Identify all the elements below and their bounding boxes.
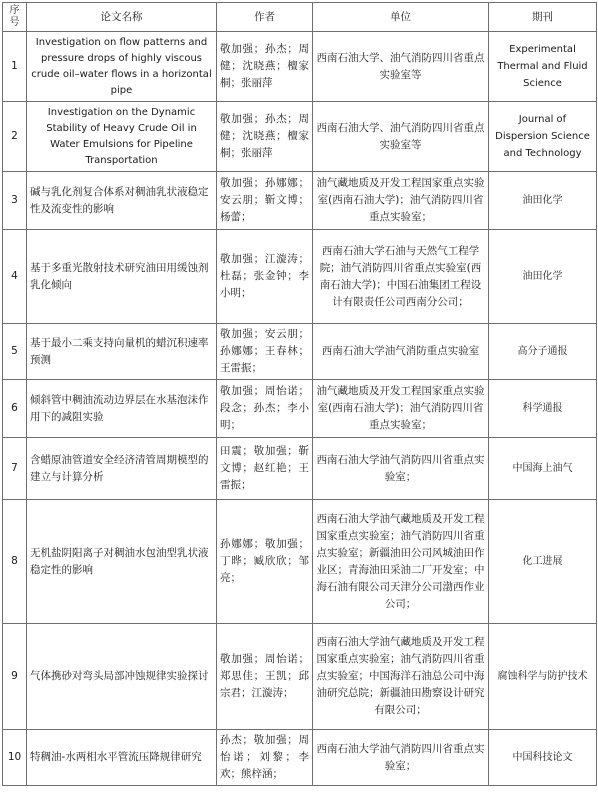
row-title: 无机盐阴阳离子对稠油水包油型乳状液稳定性的影响 (27, 500, 217, 624)
row-authors: 敬加强；江漩涛；杜磊；张金钟；李小明； (217, 230, 313, 324)
row-authors: 敬加强；孙杰；周健；沈晓燕；檀家桐；张丽萍 (217, 32, 313, 102)
header-authors: 作者 (217, 3, 313, 32)
row-num: 4 (3, 230, 27, 324)
table-header (3, 3, 597, 32)
row-num: 9 (3, 624, 27, 730)
row-journal: 中国科技论文 (489, 730, 597, 786)
header-row (3, 3, 597, 32)
row-title: 基于多重光散射技术研究油田用缓蚀剂乳化倾向 (27, 230, 217, 324)
row-num: 5 (3, 324, 27, 380)
row-journal: 油田化学 (489, 230, 597, 324)
row-unit: 西南石油大学、油气消防四川省重点实验室等 (313, 102, 489, 172)
row-authors: 田震；敬加强；靳文博；赵红艳；王雷振； (217, 438, 313, 500)
row-title: 倾斜管中稠油流动边界层在水基泡沫作用下的减阻实验 (27, 380, 217, 438)
table-row (3, 380, 597, 438)
row-unit: 西南石油大学油气消防重点实验室 (313, 324, 489, 380)
table-body (3, 32, 597, 786)
row-authors: 孙娜娜；敬加强；丁晔；臧欣欣；邹亮； (217, 500, 313, 624)
row-journal: Experimental Thermal and Fluid Science (489, 32, 597, 102)
table-row (3, 102, 597, 172)
table-row (3, 624, 597, 730)
row-title: Investigation on the Dynamic Stability of Heavy Crude Oil in Water Emulsions for Pipeline Transportation (27, 102, 217, 172)
row-journal: 科学通报 (489, 380, 597, 438)
row-unit: 西南石油大学油气消防四川省重点实验室； (313, 438, 489, 500)
row-title: 碱与乳化剂复合体系对稠油乳状液稳定性及流变性的影响 (27, 172, 217, 230)
row-authors: 孙杰；敬加强；周怡诺；刘黎；李欢；熊梓涵； (217, 730, 313, 786)
row-unit: 西南石油大学油气消防四川省重点实验室； (313, 730, 489, 786)
table-row (3, 438, 597, 500)
row-journal: 油田化学 (489, 172, 597, 230)
table-row (3, 730, 597, 786)
row-num: 8 (3, 500, 27, 624)
row-unit: 西南石油大学油气藏地质及开发工程国家重点实验室；油气消防四川省重点实验室；中国海洋石油总公司中海油研究总院；新疆油田勘察设计研究有限公司； (313, 624, 489, 730)
table-row (3, 172, 597, 230)
row-journal: 高分子通报 (489, 324, 597, 380)
row-title: 气体携砂对弯头局部冲蚀规律实验探讨 (27, 624, 217, 730)
row-num: 6 (3, 380, 27, 438)
row-num: 7 (3, 438, 27, 500)
row-unit: 油气藏地质及开发工程国家重点实验室(西南石油大学)；油气消防四川省重点实验室； (313, 380, 489, 438)
row-unit: 西南石油大学石油与天然气工程学院；油气消防四川省重点实验室(西南石油大学)；中国石油集团工程设计有限责任公司西南分公司； (313, 230, 489, 324)
header-journal: 期刊 (489, 3, 597, 32)
row-unit: 西南石油大学油气藏地质及开发工程国家重点实验室；油气消防四川省重点实验室；新疆油田公司风城油田作业区；青海油田采油二厂开发室；中海石油有限公司天津分公司渤西作业公司； (313, 500, 489, 624)
header-unit: 单位 (313, 3, 489, 32)
row-num: 2 (3, 102, 27, 172)
header-title: 论文名称 (27, 3, 217, 32)
row-unit: 西南石油大学、油气消防四川省重点实验室等 (313, 32, 489, 102)
row-title: 基于最小二乘支持向量机的蜡沉积速率预测 (27, 324, 217, 380)
papers-table (2, 2, 597, 786)
row-journal: 腐蚀科学与防护技术 (489, 624, 597, 730)
row-authors: 敬加强；安云朋；孙娜娜；王春林；王雷振； (217, 324, 313, 380)
row-authors: 敬加强；周怡诺；段念；孙杰；李小明； (217, 380, 313, 438)
row-title: Investigation on flow patterns and pressure drops of highly viscous crude oil–water flows in a horizontal pipe (27, 32, 217, 102)
table-row (3, 324, 597, 380)
row-num: 1 (3, 32, 27, 102)
table-row (3, 500, 597, 624)
row-authors: 敬加强；孙杰；周健；沈晓燕；檀家桐；张丽萍 (217, 102, 313, 172)
row-authors: 敬加强；孙娜娜；安云朋；靳文博；杨蕾； (217, 172, 313, 230)
header-num: 序号 (3, 3, 27, 32)
table-row (3, 230, 597, 324)
row-authors: 敬加强；周怡诺；郑思佳；王凯；邱宗君；江漩涛； (217, 624, 313, 730)
row-journal: Journal of Dispersion Science and Technology (489, 102, 597, 172)
row-journal: 化工进展 (489, 500, 597, 624)
row-num: 10 (3, 730, 27, 786)
row-title: 特稠油-水两相水平管流压降规律研究 (27, 730, 217, 786)
row-num: 3 (3, 172, 27, 230)
row-journal: 中国海上油气 (489, 438, 597, 500)
row-title: 含蜡原油管道安全经济清管周期模型的建立与计算分析 (27, 438, 217, 500)
table-row (3, 32, 597, 102)
row-unit: 油气藏地质及开发工程国家重点实验室(西南石油大学)；油气消防四川省重点实验室； (313, 172, 489, 230)
